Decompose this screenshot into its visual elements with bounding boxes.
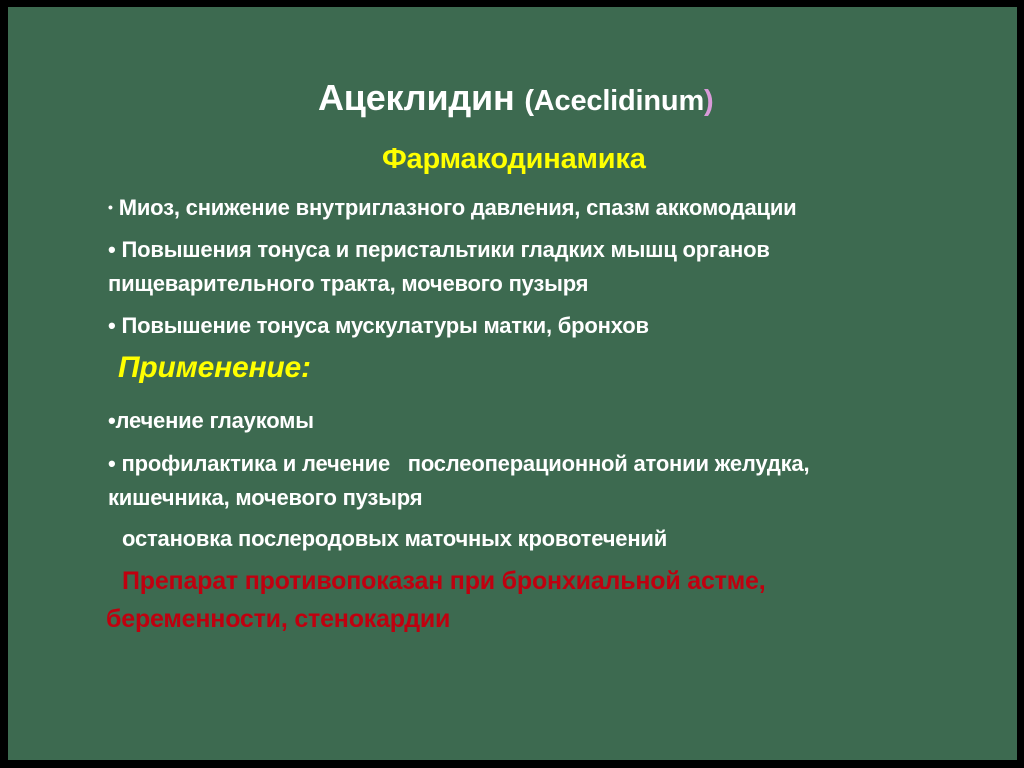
slide-title <box>318 77 714 119</box>
pharmacodynamics-item-1 <box>108 195 797 221</box>
title-latin: (Aceclidinum <box>524 85 705 117</box>
bullet-icon: • <box>108 408 116 433</box>
slide <box>8 7 1017 760</box>
item-text: Повышения тонуса и перистальтики гладких мышц органов <box>121 237 770 262</box>
bullet-icon: • <box>108 199 113 215</box>
title-closing-paren: ) <box>704 85 714 117</box>
pharmacodynamics-item-2 <box>108 237 770 263</box>
item-text: лечение глаукомы <box>115 408 314 433</box>
bullet-icon: • <box>108 451 116 476</box>
warning-line-1: Препарат противопоказан при бронхиальной астме, <box>122 567 766 595</box>
application-item-3 <box>122 526 667 552</box>
title-russian: Ацеклидин <box>318 77 525 118</box>
item-text: Повышение тонуса мускулатуры матки, бронхов <box>121 313 649 338</box>
bullet-icon: • <box>108 313 116 338</box>
application-item-2 <box>108 451 809 477</box>
application-item-1 <box>108 408 314 434</box>
application-heading: Применение: <box>118 351 311 384</box>
pharmacodynamics-heading: Фармакодинамика <box>382 143 646 175</box>
item-text: остановка послеродовых маточных кровотечений <box>122 526 668 551</box>
pharmacodynamics-item-2-continued: пищеварительного тракта, мочевого пузыря <box>108 271 589 296</box>
item-text: профилактика и лечение послеоперационной атонии желудка, <box>121 451 810 476</box>
warning-line-2: беременности, стенокардии <box>106 605 451 633</box>
bullet-icon: • <box>108 237 116 262</box>
item-text: Миоз, снижение внутриглазного давления, спазм аккомодации <box>118 195 797 220</box>
pharmacodynamics-item-3 <box>108 313 649 339</box>
application-item-2-continued: кишечника, мочевого пузыря <box>108 485 423 510</box>
